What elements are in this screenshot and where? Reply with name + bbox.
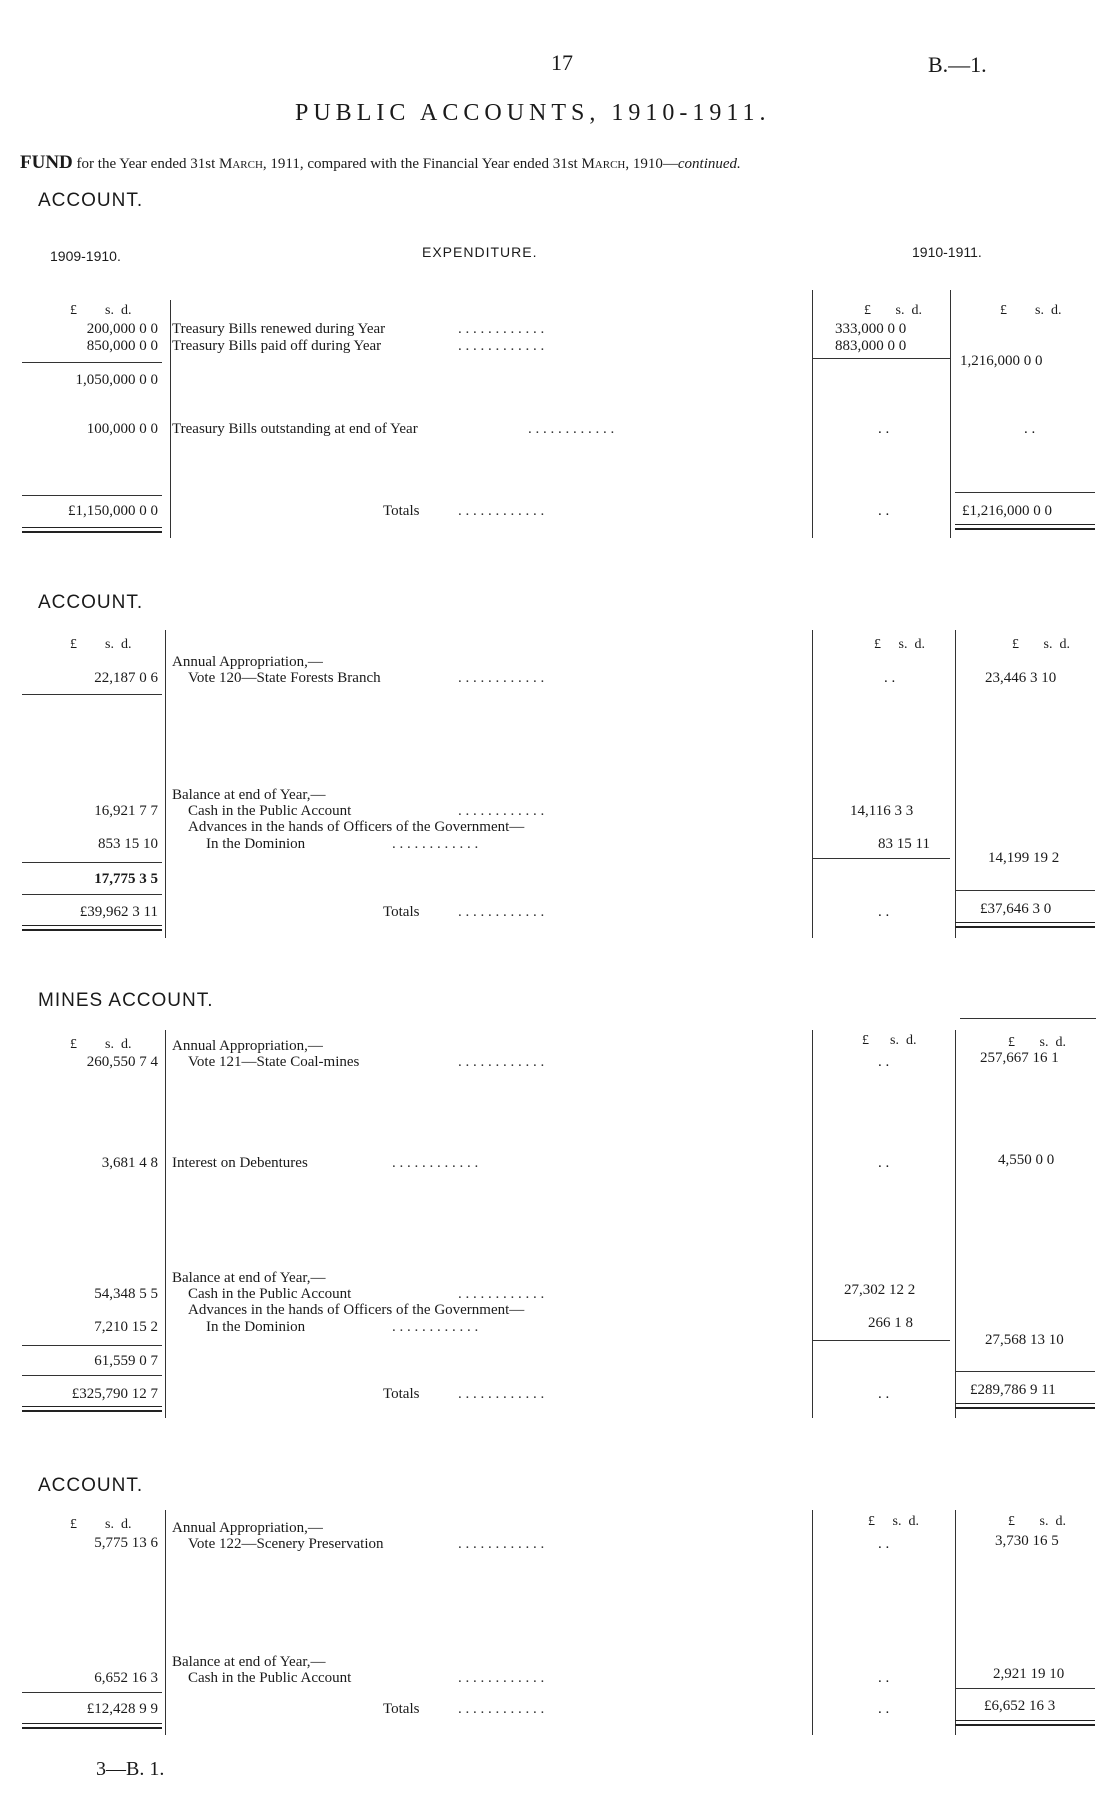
section-heading: MINES ACCOUNT. xyxy=(38,990,214,1011)
leader-dots: . . . . . . . . . . . . xyxy=(392,836,479,852)
column-divider xyxy=(950,290,951,538)
column-divider xyxy=(165,630,166,938)
total-rule xyxy=(22,1375,162,1376)
cash-label: Cash in the Public Account xyxy=(188,803,352,819)
subtitle-continued: continued. xyxy=(677,156,741,172)
leader-dots: . . . . . . . . . . . . xyxy=(392,1155,479,1171)
double-rule xyxy=(955,922,1095,928)
appropriation-label: Annual Appropriation,— xyxy=(172,654,323,670)
fund-word: FUND xyxy=(20,152,73,173)
subtitle-pre: for the Year ended 31st xyxy=(76,156,216,172)
subtitle-mid: , 1911, compared with the Financial Year ended 31st xyxy=(262,156,578,172)
currency-header-curr: £ s. d. xyxy=(1008,1035,1066,1050)
dominion-label: In the Dominion xyxy=(206,836,306,852)
cash-inner: 27,302 12 2 xyxy=(844,1282,916,1298)
column-divider xyxy=(812,1510,813,1735)
leader-dots: . . xyxy=(878,1670,890,1686)
currency-header-inner: £ s. d. xyxy=(868,1514,919,1529)
row-description: Treasury Bills paid off during Year xyxy=(172,338,382,354)
cash-prev: 16,921 7 7 xyxy=(94,803,158,819)
balance-curr: 14,199 19 2 xyxy=(988,850,1060,866)
total-label: Totals xyxy=(383,904,420,920)
currency-header-inner: £ s. d. xyxy=(874,637,925,652)
interest-label: Interest on Debentures xyxy=(172,1155,308,1171)
leader-dots: . . . . . . . . . . . . xyxy=(458,1054,545,1070)
appropriation-curr: 257,667 16 1 xyxy=(980,1050,1059,1066)
currency-header-prev: £ s. d. xyxy=(70,637,132,652)
section-heading: ACCOUNT. xyxy=(38,592,144,613)
dominion-label: In the Dominion xyxy=(206,1319,306,1335)
currency-header-prev: £ s. d. xyxy=(70,303,132,318)
subtotal-rule xyxy=(812,858,950,859)
leader-dots: . . xyxy=(878,904,890,920)
currency-header-prev: £ s. d. xyxy=(70,1517,132,1532)
row-inner-amount: 883,000 0 0 xyxy=(835,338,907,354)
total-prev: £12,428 9 9 xyxy=(86,1701,158,1717)
subtitle-march-1: March xyxy=(219,156,263,172)
leader-dots: . . . . . . . . . . . . xyxy=(458,503,545,519)
leader-dots: . . . . . . . . . . . . xyxy=(458,338,545,354)
leader-dots: . . xyxy=(878,1054,890,1070)
leader-dots: . . . . . . . . . . . . xyxy=(392,1319,479,1335)
appropriation-label: Annual Appropriation,— xyxy=(172,1520,323,1536)
total-label: Totals xyxy=(383,1386,420,1402)
double-rule xyxy=(22,527,162,533)
appropriation-curr: 23,446 3 10 xyxy=(985,670,1057,686)
column-divider xyxy=(165,1510,166,1735)
total-curr: £289,786 9 11 xyxy=(970,1382,1056,1398)
total-rule xyxy=(955,492,1095,493)
total-label: Totals xyxy=(383,503,420,519)
column-divider xyxy=(165,1030,166,1418)
column-divider xyxy=(955,1030,956,1418)
currency-header-curr: £ s. d. xyxy=(1000,303,1062,318)
page-reference: B.—1. xyxy=(928,52,987,77)
total-prev: £1,150,000 0 0 xyxy=(68,503,158,519)
row-description: Treasury Bills renewed during Year xyxy=(172,321,386,337)
double-rule xyxy=(22,1723,162,1729)
expenditure-header: EXPENDITURE. xyxy=(422,244,538,260)
currency-header-inner: £ s. d. xyxy=(864,303,922,318)
cash-curr: 2,921 19 10 xyxy=(993,1666,1065,1682)
advances-label: Advances in the hands of Officers of the Government— xyxy=(188,1302,525,1318)
vote-label: Vote 120—State Forests Branch xyxy=(188,670,381,686)
cash-inner: 14,116 3 3 xyxy=(850,803,914,819)
outstanding-prev: 100,000 0 0 xyxy=(86,421,158,437)
subtotal-rule xyxy=(812,1340,950,1341)
signature-mark: 3—B. 1. xyxy=(96,1758,165,1780)
balance-label: Balance at end of Year,— xyxy=(172,787,326,803)
column-divider xyxy=(955,1510,956,1735)
vote-label: Vote 121—State Coal-mines xyxy=(188,1054,360,1070)
column-divider xyxy=(812,1030,813,1418)
cash-label: Cash in the Public Account xyxy=(188,1286,352,1302)
total-rule xyxy=(955,890,1095,891)
total-rule xyxy=(955,1688,1095,1689)
subtitle-march-2: March xyxy=(581,156,626,172)
balance-prev: 17,775 3 5 xyxy=(94,871,158,887)
cash-prev: 6,652 16 3 xyxy=(94,1670,158,1686)
section-rule xyxy=(960,1018,1096,1019)
currency-header-inner: £ s. d. xyxy=(862,1033,917,1048)
leader-dots: . . . . . . . . . . . . xyxy=(528,421,615,437)
leader-dots: . . . . . . . . . . . . xyxy=(458,1701,545,1717)
double-rule xyxy=(955,1403,1095,1409)
subtotal-curr: 1,216,000 0 0 xyxy=(960,353,1043,369)
subtotal-prev: 1,050,000 0 0 xyxy=(75,372,158,388)
outstanding-description: Treasury Bills outstanding at end of Year xyxy=(172,421,418,437)
leader-dots: . . xyxy=(878,1386,890,1402)
page-title: PUBLIC ACCOUNTS, 1910-1911. xyxy=(295,100,771,126)
column-divider xyxy=(955,630,956,938)
double-rule xyxy=(955,1720,1095,1726)
interest-curr: 4,550 0 0 xyxy=(998,1152,1055,1168)
subtotal-rule xyxy=(22,362,162,363)
double-rule xyxy=(955,524,1095,530)
leader-dots: . . . . . . . . . . . . xyxy=(458,904,545,920)
leader-dots: . . . . . . . . . . . . xyxy=(458,1386,545,1402)
currency-header-curr: £ s. d. xyxy=(1008,1514,1066,1529)
leader-dots: . . xyxy=(878,1155,890,1171)
subtotal-rule xyxy=(22,862,162,863)
double-rule xyxy=(22,1406,162,1412)
total-prev: £39,962 3 11 xyxy=(79,904,158,920)
page-subtitle xyxy=(20,152,741,174)
total-rule xyxy=(955,1371,1095,1372)
total-rule xyxy=(22,1692,162,1693)
advances-label: Advances in the hands of Officers of the Government— xyxy=(188,819,525,835)
row-prev-amount: 200,000 0 0 xyxy=(86,321,158,337)
leader-dots: . . xyxy=(878,503,890,519)
leader-dots: . . . . . . . . . . . . xyxy=(458,1670,545,1686)
appropriation-curr: 3,730 16 5 xyxy=(995,1533,1059,1549)
row-prev-amount: 850,000 0 0 xyxy=(86,338,158,354)
appropriation-prev: 22,187 0 6 xyxy=(94,670,158,686)
appropriation-label: Annual Appropriation,— xyxy=(172,1038,323,1054)
section-heading: ACCOUNT. xyxy=(38,1475,144,1496)
column-divider xyxy=(812,290,813,538)
interest-prev: 3,681 4 8 xyxy=(101,1155,158,1171)
leader-dots: . . . . . . . . . . . . xyxy=(458,1286,545,1302)
column-divider xyxy=(812,630,813,938)
balance-curr: 27,568 13 10 xyxy=(985,1332,1064,1348)
total-curr: £1,216,000 0 0 xyxy=(962,503,1052,519)
total-prev: £325,790 12 7 xyxy=(71,1386,158,1402)
total-rule xyxy=(22,894,162,895)
double-rule xyxy=(22,925,162,931)
total-curr: £6,652 16 3 xyxy=(984,1698,1056,1714)
row-inner-amount: 333,000 0 0 xyxy=(835,321,907,337)
appropriation-prev: 260,550 7 4 xyxy=(86,1054,158,1070)
cash-label: Cash in the Public Account xyxy=(188,1670,352,1686)
total-curr: £37,646 3 0 xyxy=(980,901,1052,917)
currency-header-prev: £ s. d. xyxy=(70,1037,132,1052)
leader-dots: . . xyxy=(1024,421,1036,437)
row-rule xyxy=(22,694,162,695)
page-number: 17 xyxy=(551,50,573,75)
leader-dots: . . . . . . . . . . . . xyxy=(458,803,545,819)
dominion-prev: 7,210 15 2 xyxy=(94,1319,158,1335)
dominion-inner: 83 15 11 xyxy=(878,836,930,852)
leader-dots: . . xyxy=(884,670,896,686)
dominion-inner: 266 1 8 xyxy=(868,1315,913,1331)
leader-dots: . . xyxy=(878,421,890,437)
subtotal-rule xyxy=(812,358,950,359)
year-prev-header: 1909-1910. xyxy=(50,248,121,264)
currency-header-curr: £ s. d. xyxy=(1012,637,1070,652)
subtitle-year: , 1910— xyxy=(625,156,678,172)
balance-label: Balance at end of Year,— xyxy=(172,1654,326,1670)
subtotal-rule xyxy=(22,1345,162,1346)
leader-dots: . . . . . . . . . . . . xyxy=(458,670,545,686)
leader-dots: . . xyxy=(878,1701,890,1717)
leader-dots: . . xyxy=(878,1536,890,1552)
year-curr-header: 1910-1911. xyxy=(912,244,982,260)
balance-prev: 61,559 0 7 xyxy=(94,1353,158,1369)
column-divider xyxy=(170,300,171,538)
total-rule xyxy=(22,495,162,496)
leader-dots: . . . . . . . . . . . . xyxy=(458,321,545,337)
dominion-prev: 853 15 10 xyxy=(98,836,158,852)
section-heading: ACCOUNT. xyxy=(38,190,144,211)
cash-prev: 54,348 5 5 xyxy=(94,1286,158,1302)
vote-label: Vote 122—Scenery Preservation xyxy=(188,1536,384,1552)
appropriation-prev: 5,775 13 6 xyxy=(94,1535,158,1551)
leader-dots: . . . . . . . . . . . . xyxy=(458,1536,545,1552)
balance-label: Balance at end of Year,— xyxy=(172,1270,326,1286)
total-label: Totals xyxy=(383,1701,420,1717)
